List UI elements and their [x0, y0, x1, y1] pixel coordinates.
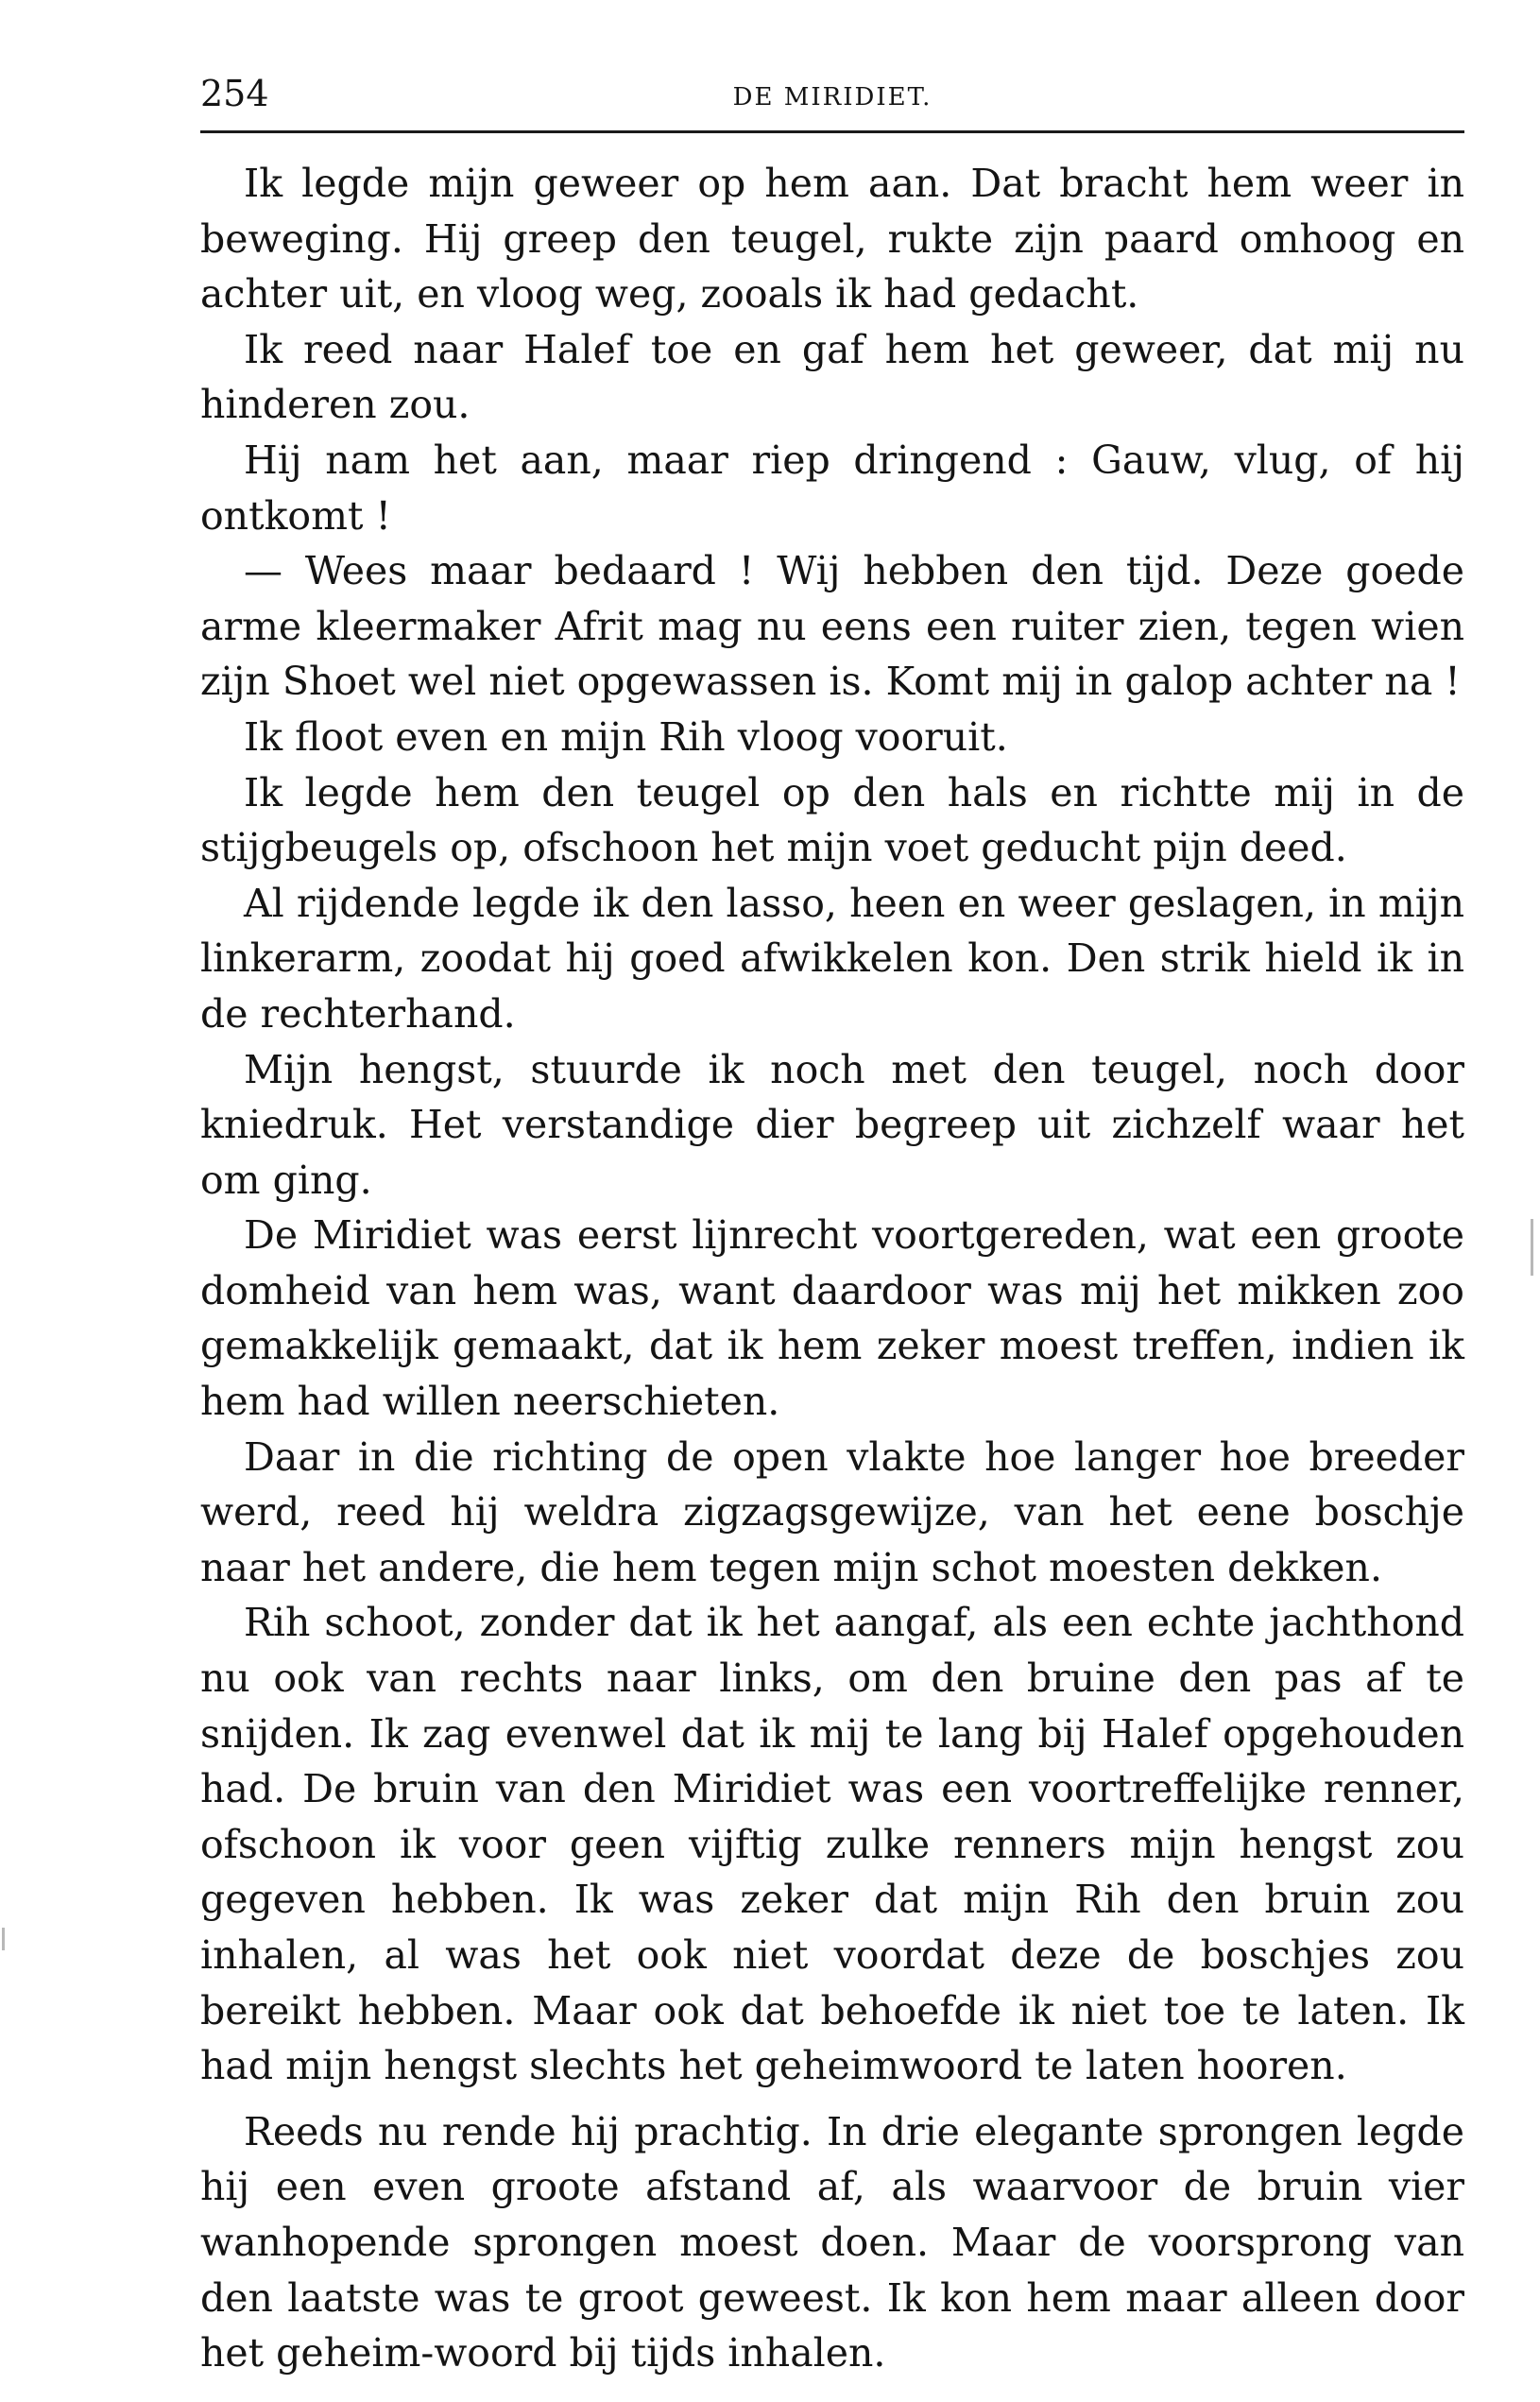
paragraph-8: Mijn hengst, stuurde ik noch met den teugel, noch door kniedruk. Het verstandige dier begreep uit zichzelf waar het om ging.: [200, 1046, 1464, 1203]
running-title: DE MIRIDIET.: [732, 83, 933, 112]
paragraph-6: Ik legde hem den teugel op den hals en richtte mij in de stijgbeugels op, ofschoon het mijn voet geducht pijn deed.: [200, 769, 1464, 871]
body-text: [200, 156, 1464, 2381]
paragraph-3: Hij nam het aan, maar riep dringend : Gauw, vlug, of hij ontkomt !: [200, 437, 1464, 539]
scan-margin-mark: [2, 1928, 5, 1950]
paragraph-12: Reeds nu rende hij prachtig. In drie elegante sprongen legde hij een even groote afstand af, als waarvoor de bruin vier wanhopende sprongen moest doen. Maar de voorsprong van den laatste was te groot geweest. Ik kon hem maar alleen door het geheim-woord bij tijds inhalen.: [200, 2108, 1464, 2376]
paragraph-1: Ik legde mijn geweer op hem aan. Dat bracht hem weer in beweging. Hij greep den teugel, rukte zijn paard omhoog en achter uit, en vloog weg, zooals ik had gedacht.: [200, 161, 1464, 317]
paragraph-10: Daar in die richting de open vlakte hoe langer hoe breeder werd, reed hij weldra zigzagsgewijze, van het eene boschje naar het andere, die hem tegen mijn schot moesten dekken.: [200, 1433, 1464, 1590]
paragraph-7: Al rijdende legde ik den lasso, heen en weer geslagen, in mijn linkerarm, zoodat hij goed afwikkelen kon. Den strik hield ik in de rechterhand.: [200, 880, 1464, 1037]
scan-margin-mark: [1531, 1219, 1533, 1276]
paragraph-2: Ik reed naar Halef toe en gaf hem het geweer, dat mij nu hinderen zou.: [200, 326, 1464, 428]
paragraph-9: De Miridiet was eerst lijnrecht voortgereden, wat een groote domheid van hem was, want daardoor was mij het mikken zoo gemakkelijk gemaakt, dat ik hem zeker moest treffen, indien ik hem had willen neerschieten.: [200, 1212, 1464, 1425]
page-number: 254: [200, 73, 269, 114]
paragraph-4: — Wees maar bedaard ! Wij hebben den tijd. Deze goede arme kleermaker Afrit mag nu eens een ruiter zien, tegen wien zijn Shoet wel niet opgewassen is. Komt mij in galop achter na !: [200, 548, 1464, 705]
paragraph-5: Ik floot even en mijn Rih vloog vooruit.: [244, 713, 1008, 760]
page-header: [200, 70, 1464, 117]
paragraph-11: Rih schoot, zonder dat ik het aangaf, als een echte jachthond nu ook van rechts naar links, om den bruine den pas af te snijden. Ik zag evenwel dat ik mij te lang bij Halef opgehouden had. De bruin van den Miridiet was een voortreffelijke renner, ofschoon ik voor geen vijftig zulke renners mijn hengst zou gegeven hebben. Ik was zeker dat mijn Rih den bruin zou inhalen, al was het ook niet voordat deze de boschjes zou bereikt hebben. Maar ook dat behoefde ik niet toe te laten. Ik had mijn hengst slechts het geheimwoord te laten hooren.: [200, 1600, 1464, 2089]
header-rule: [200, 130, 1464, 133]
